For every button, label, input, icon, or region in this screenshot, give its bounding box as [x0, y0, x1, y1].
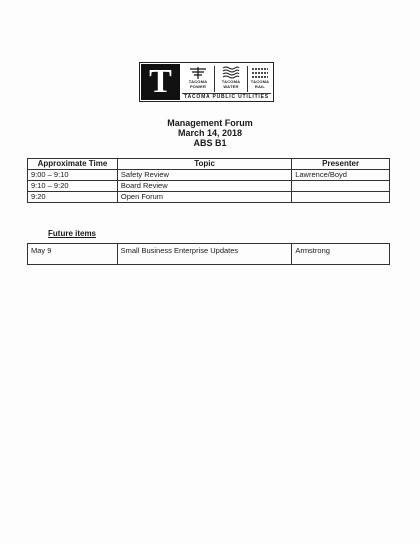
agenda-table	[27, 158, 390, 203]
logo-org-name: TACOMA PUBLIC UTILITIES	[182, 93, 271, 101]
presenter-cell	[292, 192, 390, 203]
column-header: Topic	[117, 159, 291, 170]
logo-letter: T	[141, 64, 180, 100]
topic-cell: Small Business Enterprise Updates	[117, 244, 292, 265]
meeting-date: March 14, 2018	[177, 128, 243, 138]
division-label-1: TACOMA	[250, 79, 270, 84]
division-label-2: RAIL	[254, 83, 266, 89]
future-items-table	[27, 243, 390, 265]
topic-cell: Board Review	[117, 181, 291, 192]
table-row	[28, 244, 390, 265]
time-cell: 9:00 – 9:10	[28, 170, 118, 181]
presenter-cell	[292, 181, 390, 192]
division-label-2: WATER	[223, 83, 239, 89]
future-items-heading: Future items	[48, 229, 97, 238]
rail-tracks-icon	[245, 66, 275, 92]
table-row	[28, 170, 390, 181]
water-waves-icon	[216, 66, 246, 92]
time-cell: 9:10 – 9:20	[28, 181, 118, 192]
topic-cell: Open Forum	[117, 192, 291, 203]
column-header: Presenter	[292, 159, 390, 170]
table-row	[28, 181, 390, 192]
time-cell: 9:20	[28, 192, 118, 203]
meeting-location: ABS B1	[193, 138, 227, 148]
agenda-header-row	[28, 159, 390, 170]
topic-cell: Safety Review	[117, 170, 291, 181]
meeting-title: Management Forum	[167, 118, 253, 128]
column-header: Approximate Time	[28, 159, 118, 170]
division-label-2: POWER	[189, 83, 207, 89]
division-label-1: TACOMA	[188, 79, 208, 84]
logo-divider	[214, 66, 215, 92]
division-label-1: TACOMA	[221, 79, 241, 84]
presenter-cell: Lawrence/Boyd	[292, 170, 390, 181]
date-cell: May 9	[28, 244, 118, 265]
presenter-cell: Armstrong	[292, 244, 390, 265]
power-lines-icon	[183, 66, 213, 92]
table-row	[28, 192, 390, 203]
tacoma-public-utilities-logo	[139, 62, 274, 102]
